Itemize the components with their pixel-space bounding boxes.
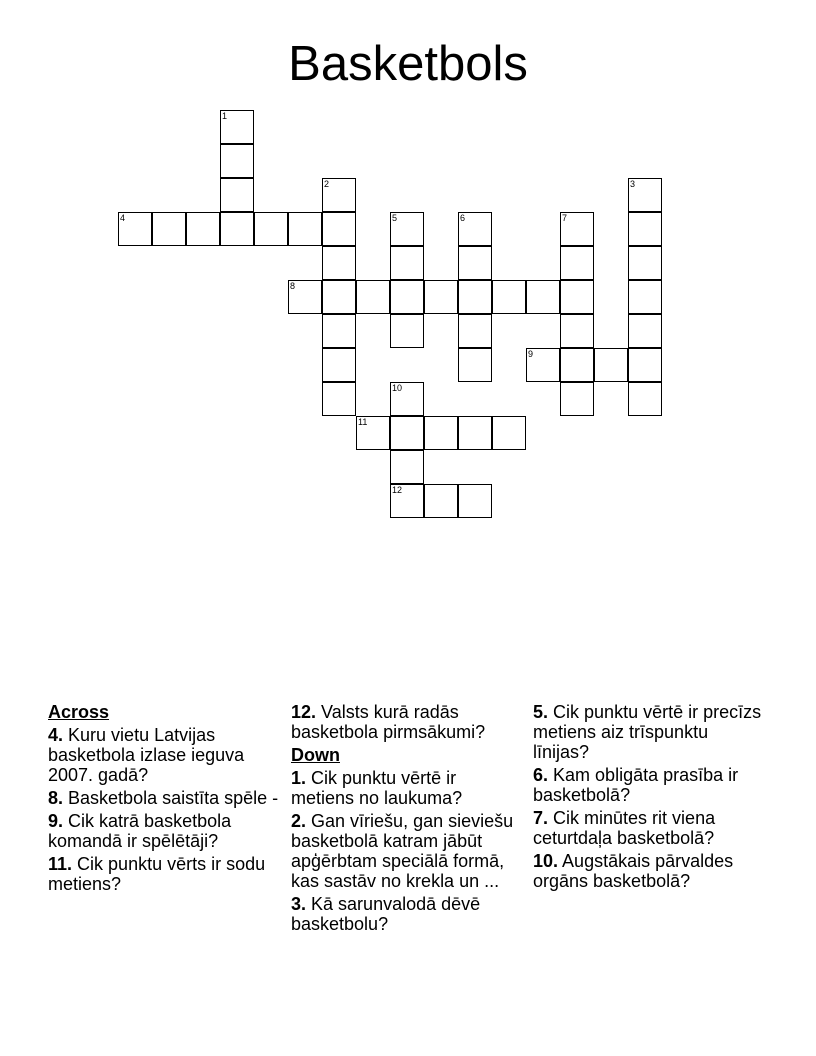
grid-cell[interactable] (356, 280, 390, 314)
clue-number: 1 (222, 111, 228, 121)
clue-down-10: 10. Augstākais pārvaldes orgāns basketbolā? (533, 851, 734, 891)
clue-number: 9 (528, 349, 534, 359)
clue-number: 12 (392, 485, 403, 495)
grid-cell[interactable] (390, 314, 424, 348)
grid-cell[interactable] (220, 212, 254, 246)
grid-cell[interactable] (560, 212, 594, 246)
clue-down-6: 6. Kam obligāta prasība ir basketbolā? (533, 765, 739, 805)
grid-cell[interactable] (186, 212, 220, 246)
grid-cell[interactable] (254, 212, 288, 246)
grid-cell[interactable] (390, 212, 424, 246)
clue-across-11: 11. Cik punktu vērts ir sodu metiens? (48, 854, 266, 894)
grid-cell[interactable] (628, 314, 662, 348)
grid-cell[interactable] (220, 110, 254, 144)
grid-cell[interactable] (628, 178, 662, 212)
grid-cell[interactable] (118, 212, 152, 246)
grid-cell[interactable] (288, 212, 322, 246)
grid-cell[interactable] (220, 144, 254, 178)
grid-cell[interactable] (322, 382, 356, 416)
grid-cell[interactable] (220, 178, 254, 212)
grid-cell[interactable] (322, 348, 356, 382)
grid-cell[interactable] (560, 314, 594, 348)
grid-cell[interactable] (390, 450, 424, 484)
grid-cell[interactable] (628, 212, 662, 246)
clue-down-1: 1. Cik punktu vērtē ir metiens no laukuma? (291, 768, 463, 808)
clue-across-4: 4. Kuru vietu Latvijas basketbola izlase ieguva 2007. gadā? (48, 725, 245, 785)
grid-cell[interactable] (424, 484, 458, 518)
clue-down-3: 3. Kā sarunvalodā dēvē basketbolu? (291, 894, 481, 934)
grid-cell[interactable] (152, 212, 186, 246)
grid-cell[interactable] (526, 280, 560, 314)
grid-cell[interactable] (628, 246, 662, 280)
grid-cell[interactable] (560, 348, 594, 382)
grid-cell[interactable] (424, 416, 458, 450)
grid-cell[interactable] (458, 212, 492, 246)
clue-across-12: 12. Valsts kurā radās basketbola pirmsākumi? (291, 702, 486, 742)
grid-cell[interactable] (526, 348, 560, 382)
puzzle-title: Basketbols (288, 37, 528, 91)
grid-cell[interactable] (322, 178, 356, 212)
clue-number: 10 (392, 383, 403, 393)
grid-cell[interactable] (322, 212, 356, 246)
grid-cell[interactable] (424, 280, 458, 314)
grid-cell[interactable] (458, 484, 492, 518)
clue-number: 8 (290, 281, 296, 291)
grid-cell[interactable] (458, 314, 492, 348)
clue-down-7: 7. Cik minūtes rit viena ceturtdaļa basketbolā? (533, 808, 716, 848)
clue-down-2: 2. Gan vīriešu, gan sieviešu basketbolā katram jābūt apģērbtam speciālā formā, kas sastāv no krekla un ... (291, 811, 514, 891)
grid-cell[interactable] (492, 416, 526, 450)
grid-cell[interactable] (458, 348, 492, 382)
grid-cell[interactable] (390, 416, 424, 450)
clues-column-3 (533, 702, 765, 894)
clues-column-1 (48, 702, 280, 897)
grid-cell[interactable] (458, 416, 492, 450)
grid-cell[interactable] (322, 314, 356, 348)
grid-cell[interactable] (288, 280, 322, 314)
grid-cell[interactable] (356, 416, 390, 450)
grid-cell[interactable] (390, 280, 424, 314)
grid-cell[interactable] (458, 246, 492, 280)
clue-number: 7 (562, 213, 568, 223)
clue-down-5: 5. Cik punktu vērtē ir precīzs metiens aiz trīspunktu līnijas? (533, 702, 762, 762)
grid-cell[interactable] (322, 246, 356, 280)
grid-cell[interactable] (560, 246, 594, 280)
clue-number: 5 (392, 213, 398, 223)
clue-number: 3 (630, 179, 636, 189)
grid-cell[interactable] (390, 382, 424, 416)
down-heading: Down (291, 745, 340, 765)
clue-number: 2 (324, 179, 330, 189)
grid-cell[interactable] (322, 280, 356, 314)
clue-number: 11 (358, 417, 368, 427)
grid-cell[interactable] (560, 382, 594, 416)
grid-cell[interactable] (390, 246, 424, 280)
clues-column-2 (291, 702, 523, 937)
grid-cell[interactable] (628, 348, 662, 382)
clue-number: 6 (460, 213, 466, 223)
grid-cell[interactable] (458, 280, 492, 314)
grid-cell[interactable] (594, 348, 628, 382)
grid-cell[interactable] (628, 280, 662, 314)
clue-across-9: 9. Cik katrā basketbola komandā ir spēlētāji? (48, 811, 232, 851)
grid-cell[interactable] (492, 280, 526, 314)
grid-cell[interactable] (390, 484, 424, 518)
clue-across-8: 8. Basketbola saistīta spēle - (48, 788, 279, 808)
across-heading: Across (48, 702, 110, 722)
grid-cell[interactable] (628, 382, 662, 416)
clue-number: 4 (120, 213, 126, 223)
grid-cell[interactable] (560, 280, 594, 314)
